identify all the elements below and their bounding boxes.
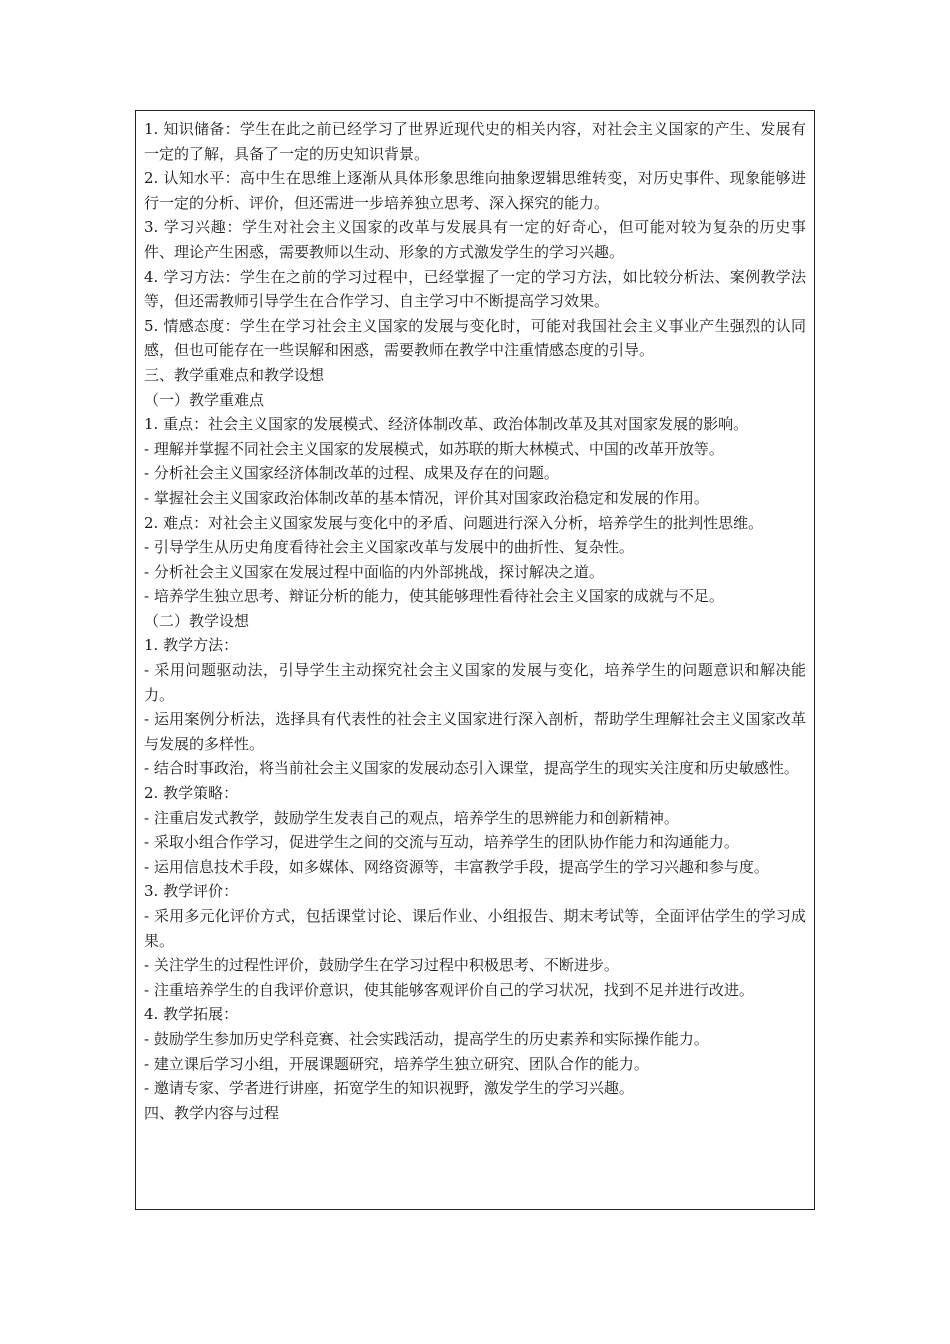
list-item: - 采用多元化评价方式，包括课堂讨论、课后作业、小组报告、期末考试等，全面评估学生的学习成果。 — [144, 907, 806, 950]
paragraph: 1. 教学方法： — [144, 636, 239, 655]
list-item: - 建立课后学习小组，开展课题研究，培养学生独立研究、团队合作的能力。 — [144, 1054, 649, 1073]
list-item: - 采用问题驱动法，引导学生主动探究社会主义国家的发展与变化，培养学生的问题意识和解决能力。 — [144, 661, 806, 704]
paragraph: 2. 教学策略： — [144, 784, 239, 803]
paragraph: 3. 学习兴趣：学生对社会主义国家的改革与发展具有一定的好奇心，但可能对较为复杂的历史事件、理论产生困惑，需要教师以生动、形象的方式激发学生的学习兴趣。 — [144, 218, 806, 261]
paragraph: 4. 教学拓展： — [144, 1005, 239, 1024]
list-item: - 分析社会主义国家经济体制改革的过程、成果及存在的问题。 — [144, 464, 559, 483]
paragraph: 1. 知识储备：学生在此之前已经学习了世界近现代史的相关内容，对社会主义国家的产生、发展有一定的了解，具备了一定的历史知识背景。 — [144, 120, 806, 163]
list-item: - 运用案例分析法，选择具有代表性的社会主义国家进行深入剖析，帮助学生理解社会主义国家改革与发展的多样性。 — [144, 710, 806, 753]
list-item: - 运用信息技术手段，如多媒体、网络资源等，丰富教学手段，提高学生的学习兴趣和参与度。 — [144, 857, 769, 876]
list-item: - 注重启发式教学，鼓励学生发表自己的观点，培养学生的思辨能力和创新精神。 — [144, 808, 679, 827]
list-item: - 采取小组合作学习，促进学生之间的交流与互动，培养学生的团队协作能力和沟通能力。 — [144, 833, 739, 852]
paragraph: 2. 难点：对社会主义国家发展与变化中的矛盾、问题进行深入分析，培养学生的批判性思维。 — [144, 513, 764, 532]
list-item: - 理解并掌握不同社会主义国家的发展模式，如苏联的斯大林模式、中国的改革开放等。 — [144, 439, 724, 458]
paragraph: 2. 认知水平：高中生在思维上逐渐从具体形象思维向抽象逻辑思维转变，对历史事件、现象能够进行一定的分析、评价，但还需进一步培养独立思考、深入探究的能力。 — [144, 169, 806, 212]
list-item: - 关注学生的过程性评价，鼓励学生在学习过程中积极思考、不断进步。 — [144, 956, 619, 975]
paragraph: 4. 学习方法：学生在之前的学习过程中，已经掌握了一定的学习方法，如比较分析法、案例教学法等，但还需教师引导学生在合作学习、自主学习中不断提高学习效果。 — [144, 267, 806, 311]
paragraph: 3. 教学评价： — [144, 882, 239, 901]
subsection-heading: （一）教学重难点 — [144, 390, 265, 409]
document-table-cell — [135, 110, 815, 1210]
paragraph: 5. 情感态度：学生在学习社会主义国家的发展与变化时，可能对我国社会主义事业产生强烈的认同感，但也可能存在一些误解和困惑，需要教师在教学中注重情感态度的引导。 — [144, 316, 806, 360]
section-heading: 三、教学重难点和教学设想 — [144, 365, 325, 384]
paragraph: 1. 重点：社会主义国家的发展模式、经济体制改革、政治体制改革及其对国家发展的影响。 — [144, 415, 749, 434]
list-item: - 邀请专家、学者进行讲座，拓宽学生的知识视野，激发学生的学习兴趣。 — [144, 1079, 634, 1098]
list-item: - 注重培养学生的自我评价意识，使其能够客观评价自己的学习状况，找到不足并进行改进。 — [144, 980, 754, 999]
section-heading: 四、教学内容与过程 — [144, 1103, 280, 1122]
list-item: - 结合时事政治，将当前社会主义国家的发展动态引入课堂，提高学生的现实关注度和历史敏感性。 — [144, 759, 799, 778]
list-item: - 分析社会主义国家在发展过程中面临的内外部挑战，探讨解决之道。 — [144, 562, 604, 581]
subsection-heading: （二）教学设想 — [144, 611, 250, 630]
list-item: - 培养学生独立思考、辩证分析的能力，使其能够理性看待社会主义国家的成就与不足。 — [144, 587, 724, 606]
list-item: - 掌握社会主义国家政治体制改革的基本情况，评价其对国家政治稳定和发展的作用。 — [144, 488, 709, 507]
list-item: - 引导学生从历史角度看待社会主义国家改革与发展中的曲折性、复杂性。 — [144, 538, 634, 557]
list-item: - 鼓励学生参加历史学科竞赛、社会实践活动，提高学生的历史素养和实际操作能力。 — [144, 1029, 709, 1048]
